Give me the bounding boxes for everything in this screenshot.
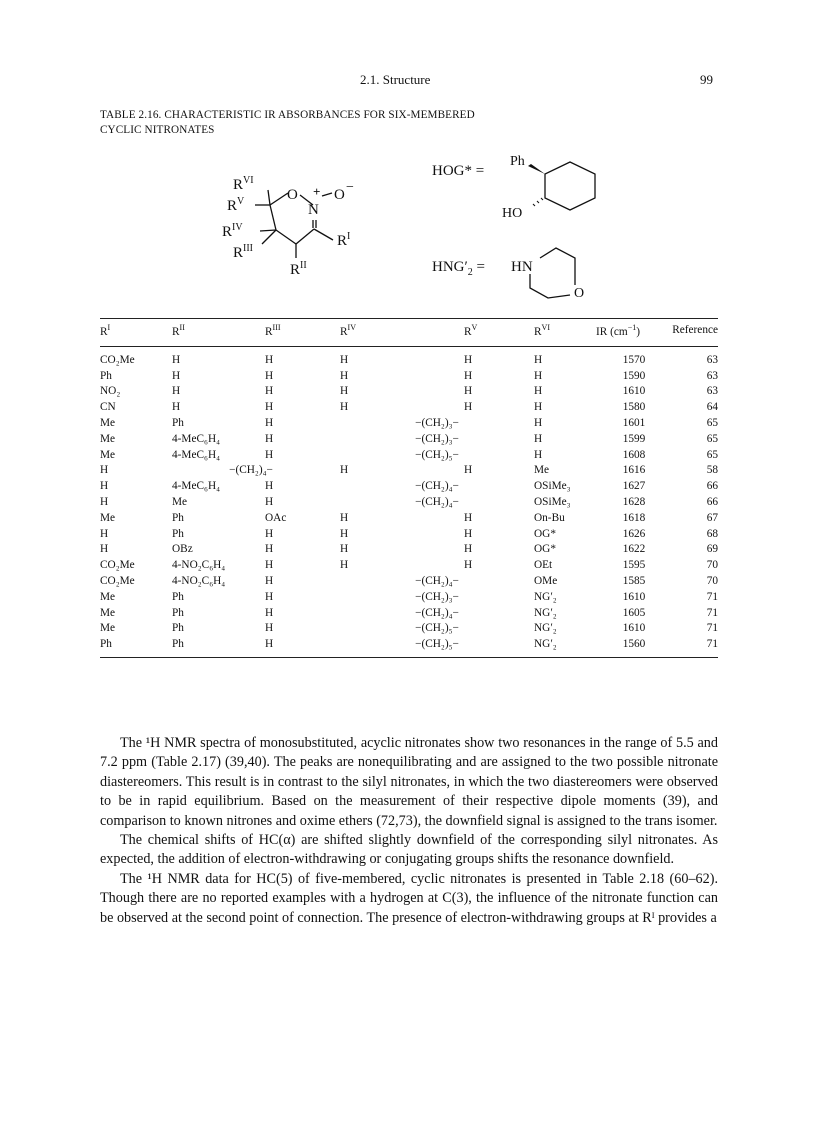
table-cell: Me — [100, 432, 116, 445]
table-cell: Me — [534, 464, 550, 477]
table-row — [100, 346, 718, 368]
table-row — [100, 511, 718, 527]
table-cell: 1595 — [622, 559, 646, 572]
table-cell: H — [265, 637, 340, 657]
table-cell: Me — [100, 448, 116, 461]
table-cell: −(CH₂)₅− — [340, 637, 534, 657]
table-cell: 1628 — [622, 495, 646, 508]
morpholine-ring — [530, 248, 575, 298]
table-cell: 66 — [706, 480, 718, 493]
table-cell: On-Bu — [534, 511, 565, 524]
cyclohexane-ring — [545, 162, 595, 210]
paragraph-3: The ¹H NMR data for HC(5) of five-membered, cyclic nitronates is presented in Table 2.18 (60–62). Though there are no reported examples with a hydrogen at C(3), the influence of the nitronate function can be observed at the second point of connection. The presence of electron-withdrawing groups at Rᴵ provides a — [100, 870, 718, 926]
label-r-iii: $R^{III}$ — [233, 243, 254, 261]
table-cell: 1610 — [622, 590, 646, 603]
table-cell: H — [534, 416, 543, 429]
table-cell: H — [265, 590, 274, 603]
table-cell: H — [340, 511, 349, 524]
table-cell: CO₂Me — [100, 574, 135, 587]
table-cell: 1622 — [622, 543, 646, 556]
table-cell: H — [172, 385, 181, 398]
table-cell: H — [340, 527, 349, 540]
hydroxyl-label: HO — [502, 206, 523, 221]
table-cell: NG′₂ — [534, 590, 557, 603]
table-cell: 4-MeC₆H₄ — [172, 432, 221, 445]
hash-bond — [533, 198, 543, 206]
table-cell: H — [265, 401, 274, 414]
paragraph-2: The chemical shifts of HC(α) are shifted slightly downfield of the corresponding silyl nitronates. As expected, the addition of electron-withdrawing or conjugating groups shifts the resonance downfield. — [100, 832, 718, 868]
table-cell: OSiMe₃ — [534, 480, 571, 493]
col-r4: $R^{IV}$ — [340, 319, 464, 347]
hog-label: HOG* = — [432, 163, 485, 179]
table-cell: 1618 — [622, 511, 646, 524]
table-cell: OBz — [172, 543, 193, 556]
table-cell: 63 — [706, 385, 718, 398]
table-cell: H — [265, 559, 274, 572]
table-cell: H — [265, 574, 274, 587]
table-cell: H — [265, 369, 274, 382]
table-cell: 69 — [706, 543, 718, 556]
table-cell: 63 — [706, 353, 718, 366]
caption-line-2: CYCLIC NITRONATES — [100, 124, 215, 136]
table-cell: H — [172, 401, 181, 414]
table-cell: H — [340, 464, 349, 477]
table-cell: −(CH₂)₄− — [415, 480, 459, 493]
table-cell: Ph — [100, 637, 162, 657]
label-r-i: $R^I$ — [337, 231, 351, 249]
table-cell: −(CH₂)₅− — [415, 448, 459, 461]
table-cell: 65 — [706, 416, 718, 429]
table-cell: NG′₂ — [534, 606, 557, 619]
table-cell: H — [464, 543, 473, 556]
col-ir: IR $(cm^{-1})$ — [596, 319, 672, 347]
table-cell: H — [464, 559, 473, 572]
table-cell: −(CH₂)₃− — [415, 416, 459, 429]
table-cell: NG′₂ — [534, 622, 557, 635]
table-cell: H — [265, 622, 274, 635]
table-cell: NO₂ — [100, 385, 121, 398]
table-row — [100, 495, 718, 511]
table-cell: OSiMe₃ — [534, 495, 571, 508]
col-reference: Reference — [672, 319, 718, 347]
page-number: 99 — [700, 72, 713, 87]
table-row — [100, 621, 718, 637]
table-cell: CO₂Me — [100, 353, 135, 366]
table-cell: H — [100, 480, 109, 493]
running-head: 2.1. Structure — [360, 72, 431, 87]
table-row — [100, 416, 718, 432]
table-cell: H — [172, 353, 181, 366]
table-cell: 1560 — [596, 637, 672, 657]
ir-table — [100, 318, 718, 658]
table-cell: NG′₂ — [534, 637, 596, 657]
table-cell: CO₂Me — [100, 559, 135, 572]
table-cell: H — [534, 448, 543, 461]
table-cell: H — [340, 385, 349, 398]
table-cell: 1627 — [622, 480, 646, 493]
table-row — [100, 574, 718, 590]
morpholine-nh: HN — [511, 259, 533, 275]
table-row — [100, 637, 718, 657]
table-header-row — [100, 319, 718, 347]
table-cell: OG* — [534, 527, 556, 540]
hng-label: $HNG'_2$ = — [432, 259, 485, 278]
label-r-iv: $R^{IV}$ — [222, 222, 243, 240]
table-cell: Ph — [172, 606, 184, 619]
label-r-vi: $R^{VI}$ — [233, 175, 254, 193]
table-cell: H — [265, 432, 274, 445]
table-cell: H — [265, 527, 274, 540]
table-cell: 71 — [672, 637, 718, 657]
wedge-bond — [528, 164, 545, 174]
col-r2: $R^{II}$ — [162, 319, 265, 347]
table-cell: Ph — [162, 637, 265, 657]
table-cell: Ph — [172, 622, 184, 635]
caption-line-1: TABLE 2.16. CHARACTERISTIC IR ABSORBANCES FOR SIX-MEMBERED — [100, 109, 475, 121]
table-cell: 1610 — [622, 622, 646, 635]
table-cell: 4-MeC₆H₄ — [172, 480, 221, 493]
table-cell: 71 — [706, 606, 718, 619]
table-cell: 1626 — [622, 527, 646, 540]
table-cell: H — [100, 543, 109, 556]
table-cell: 67 — [706, 511, 718, 524]
table-cell: 1570 — [622, 353, 646, 366]
table-body — [100, 346, 718, 657]
table-cell: 4-NO₂C₆H₄ — [172, 559, 226, 572]
structure-diagram — [0, 0, 816, 320]
oxygen-charge: − — [346, 180, 354, 195]
table-row — [100, 558, 718, 574]
exo-oxygen: O — [334, 187, 345, 203]
table-cell: 1599 — [622, 432, 646, 445]
table-cell: OEt — [534, 559, 553, 572]
label-r-v: $R^V$ — [227, 196, 245, 214]
paragraph-1: The ¹H NMR spectra of monosubstituted, acyclic nitronates show two resonances in the range of 5.5 and 7.2 ppm (Table 2.17) (39,40). The peaks are nonequilibrating and are assigned to the two possible nitronate diastereomers. This result is in contrast to the silyl nitronates, in which the two diastereomers were observed to be in rapid equilibrium. Based on the measurement of their respective dipole moments (39), and comparison to known nitrones and oxime ethers (72,73), the downfield signal is assigned to the trans isomer. — [100, 735, 718, 829]
table-cell: 58 — [706, 464, 718, 477]
table-cell: 63 — [706, 369, 718, 382]
table-cell: −(CH₂)₄− — [415, 606, 459, 619]
table-cell: Ph — [172, 590, 184, 603]
table-cell: H — [534, 401, 543, 414]
table-cell: Me — [100, 511, 116, 524]
table-cell: 4-MeC₆H₄ — [172, 448, 221, 461]
table-cell: OAc — [265, 511, 287, 524]
table-cell: 1616 — [622, 464, 646, 477]
body-text — [100, 734, 718, 928]
table-cell: CN — [100, 401, 116, 414]
col-r6: $R^{VI}$ — [534, 319, 596, 347]
table-cell: H — [464, 527, 473, 540]
table-row — [100, 448, 718, 464]
table-cell: H — [340, 369, 349, 382]
table-cell: H — [464, 353, 473, 366]
table-cell: H — [534, 432, 543, 445]
table-cell: 65 — [706, 432, 718, 445]
table-cell: H — [100, 527, 109, 540]
table-cell: H — [265, 385, 274, 398]
table-row — [100, 542, 718, 558]
table-row — [100, 479, 718, 495]
table-row — [100, 384, 718, 400]
table-cell: Ph — [172, 511, 184, 524]
table-cell: H — [464, 511, 473, 524]
table-cell: Me — [100, 590, 116, 603]
col-r3: $R^{III}$ — [265, 319, 340, 347]
table-row — [100, 432, 718, 448]
table-cell: H — [265, 353, 274, 366]
table-cell: 65 — [706, 448, 718, 461]
table-cell: 1605 — [622, 606, 646, 619]
table-cell: 70 — [706, 559, 718, 572]
table-cell: −(CH₂)₃− — [415, 432, 459, 445]
table-cell: Me — [100, 606, 116, 619]
table-cell: 1585 — [622, 574, 646, 587]
ring-oxygen: O — [287, 187, 298, 203]
table-cell: Me — [172, 495, 188, 508]
table-cell: H — [265, 480, 274, 493]
table-cell: 70 — [706, 574, 718, 587]
table-cell: 64 — [706, 401, 718, 414]
table-cell: 68 — [706, 527, 718, 540]
phenyl-label: Ph — [510, 154, 525, 169]
table-cell: −(CH₂)₄− — [229, 464, 273, 477]
table-row — [100, 369, 718, 385]
col-r1: $R^I$ — [100, 319, 162, 347]
table-row — [100, 463, 718, 479]
table-cell: Me — [100, 622, 116, 635]
nitrogen-atom: N — [308, 202, 319, 218]
table-cell: 1608 — [622, 448, 646, 461]
table-cell: 66 — [706, 495, 718, 508]
table-cell: H — [100, 495, 109, 508]
table-cell: 1580 — [622, 401, 646, 414]
table-cell: 1590 — [622, 369, 646, 382]
table-cell: H — [534, 369, 543, 382]
table-cell: OMe — [534, 574, 558, 587]
table-cell: H — [265, 448, 274, 461]
label-r-ii: $R^{II}$ — [290, 260, 307, 278]
table-row — [100, 590, 718, 606]
table-row — [100, 400, 718, 416]
table-cell: H — [100, 464, 109, 477]
table-row — [100, 606, 718, 622]
table-cell: H — [265, 543, 274, 556]
table-cell: 71 — [706, 622, 718, 635]
table-cell: −(CH₂)₃− — [415, 590, 459, 603]
table-cell: Ph — [100, 369, 112, 382]
table-cell: 4-NO₂C₆H₄ — [172, 574, 226, 587]
table-cell: H — [464, 401, 473, 414]
table-cell: −(CH₂)₄− — [415, 574, 459, 587]
table-cell: 1601 — [622, 416, 646, 429]
table-cell: −(CH₂)₅− — [415, 622, 459, 635]
nitrogen-charge: + — [313, 184, 321, 199]
table-cell: Ph — [172, 416, 184, 429]
morpholine-oxygen: O — [574, 286, 585, 301]
table-cell: H — [340, 401, 349, 414]
table-cell: H — [534, 353, 543, 366]
col-r5: $R^V$ — [464, 319, 534, 347]
table-cell: H — [265, 606, 274, 619]
table-cell: 71 — [706, 590, 718, 603]
table-cell: H — [534, 385, 543, 398]
table-cell: OG* — [534, 543, 556, 556]
table-cell: H — [340, 559, 349, 572]
table-cell: 1610 — [622, 385, 646, 398]
table-cell: H — [172, 369, 181, 382]
table-cell: H — [340, 353, 349, 366]
table-cell: H — [265, 416, 274, 429]
table-cell: H — [464, 385, 473, 398]
table-cell: Ph — [172, 527, 184, 540]
table-cell: H — [464, 464, 473, 477]
table-row — [100, 527, 718, 543]
table-cell: H — [265, 495, 274, 508]
table-cell: Me — [100, 416, 116, 429]
table-cell: H — [464, 369, 473, 382]
table-cell: −(CH₂)₄− — [415, 495, 459, 508]
table-cell: H — [340, 543, 349, 556]
